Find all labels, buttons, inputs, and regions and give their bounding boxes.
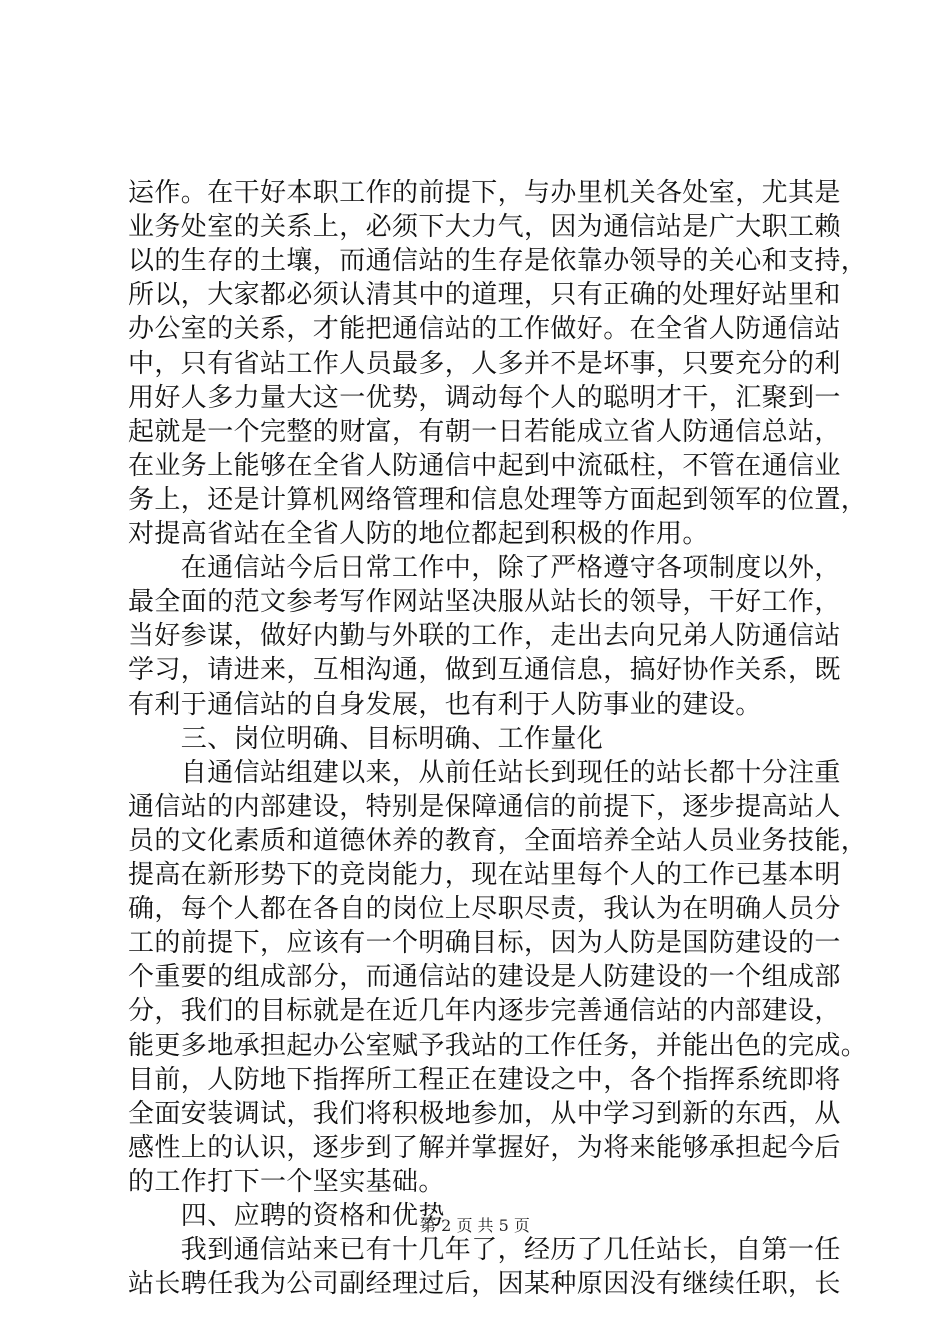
text-line: 学习，请进来，互相沟通，做到互通信息，搞好协作关系，既 <box>128 655 841 686</box>
text-line: 运作。在干好本职工作的前提下，与办里机关各处室，尤其是 <box>128 178 841 208</box>
text-line: 提高在新形势下的竞岗能力，现在站里每个人的工作已基本明 <box>128 860 841 890</box>
text-line: 以的生存的土壤，而通信站的生存是依靠办领导的关心和支持， <box>128 246 868 277</box>
text-line: 在业务上能够在全省人防通信中起到中流砥柱，不管在通信业 <box>128 450 841 481</box>
text-line: 所以，大家都必须认清其中的道理，只有正确的处理好站里和 <box>128 280 841 311</box>
text-line: 在通信站今后日常工作中，除了严格遵守各项制度以外， <box>128 553 841 584</box>
text-line: 当好参谋，做好内勤与外联的工作，走出去向兄弟人防通信站 <box>128 621 841 652</box>
text-line: 三、岗位明确、目标明确、工作量化 <box>128 723 604 754</box>
text-line: 有利于通信站的自身发展，也有利于人防事业的建设。 <box>128 689 762 720</box>
text-line: 办公室的关系，才能把通信站的工作做好。在全省人防通信站 <box>128 314 841 345</box>
text-line: 全面安装调试，我们将积极地参加，从中学习到新的东西，从 <box>128 1098 841 1129</box>
text-line: 通信站的内部建设，特别是保障通信的前提下，逐步提高站人 <box>128 791 841 822</box>
text-line: 自通信站组建以来，从前任站长到现任的站长都十分注重 <box>128 757 841 788</box>
text-line: 对提高省站在全省人防的地位都起到积极的作用。 <box>128 519 709 549</box>
page-footer: 第 2 页 共 5 页 <box>420 1216 530 1235</box>
text-line: 目前，人防地下指挥所工程正在建设之中，各个指挥系统即将 <box>128 1064 841 1095</box>
text-line: 起就是一个完整的财富，有朝一日若能成立省人防通信总站， <box>128 416 841 447</box>
text-line: 工的前提下，应该有一个明确目标，因为人防是国防建设的一 <box>128 928 841 959</box>
text-line: 员的文化素质和道德休养的教育，全面培养全站人员业务技能， <box>128 825 868 856</box>
text-line: 用好人多力量大这一优势，调动每个人的聪明才干，汇聚到一 <box>128 382 841 413</box>
text-line: 务上，还是计算机网络管理和信息处理等方面起到领军的位置， <box>128 484 868 515</box>
text-line: 能更多地承担起办公室赋予我站的工作任务，并能出色的完成。 <box>128 1030 868 1061</box>
text-line: 站长聘任我为公司副经理过后，因某种原因没有继续任职，长 <box>128 1269 841 1300</box>
text-line: 四、应聘的资格和优势 <box>128 1201 445 1231</box>
text-line: 个重要的组成部分，而通信站的建设是人防建设的一个组成部 <box>128 962 841 993</box>
text-line: 确，每个人都在各自的岗位上尽职尽责，我认为在明确人员分 <box>128 894 841 925</box>
text-line: 分，我们的目标就是在近几年内逐步完善通信站的内部建设， <box>128 996 841 1027</box>
text-line: 最全面的范文参考写作网站坚决服从站长的领导，干好工作， <box>128 587 841 618</box>
text-line: 的工作打下一个坚实基础。 <box>128 1166 445 1197</box>
text-line: 中，只有省站工作人员最多，人多并不是坏事，只要充分的利 <box>128 348 841 379</box>
text-line: 感性上的认识，逐步到了解并掌握好，为将来能够承担起今后 <box>128 1132 841 1163</box>
text-line: 我到通信站来已有十几年了，经历了几任站长，自第一任 <box>128 1235 841 1266</box>
text-line: 业务处室的关系上，必须下大力气，因为通信站是广大职工赖 <box>128 212 841 243</box>
